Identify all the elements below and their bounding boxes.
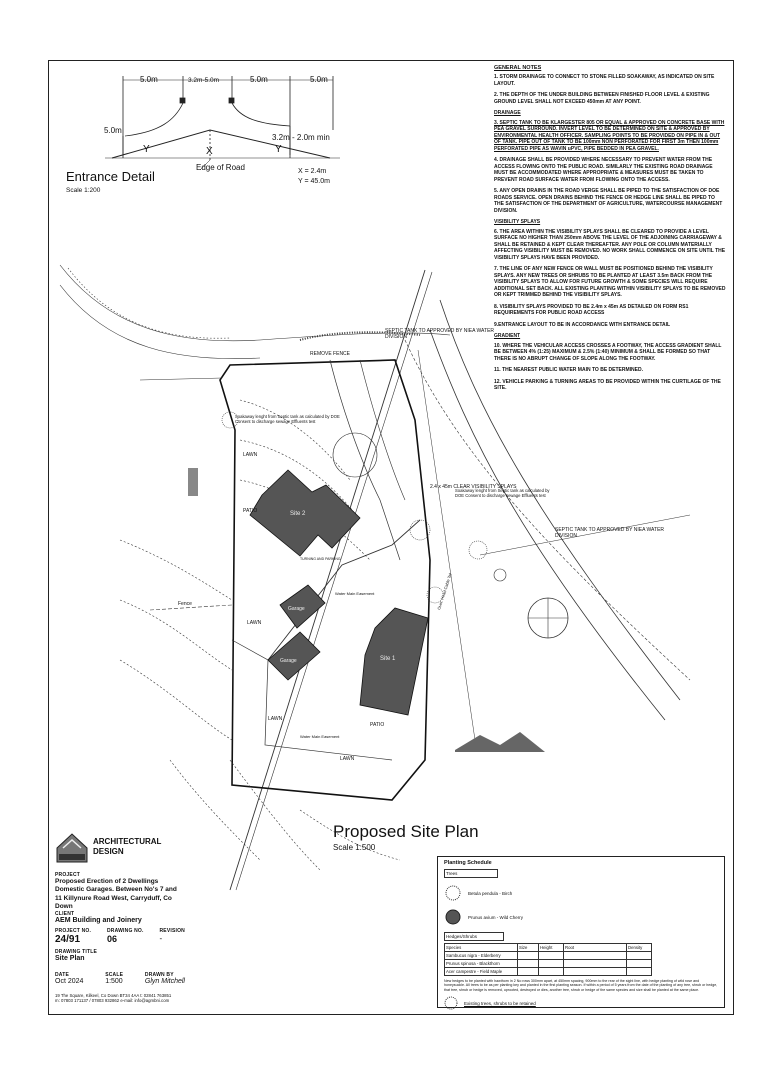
y-label: Y — [275, 144, 282, 155]
project-text: Proposed Erection of 2 Dwellings Domestic Garages. Between No's 7 and 11 Killynure Road West, Carryduff, Co Down — [55, 878, 177, 910]
table-cell: Prunus spinosa - Blackthorn — [445, 960, 518, 968]
garage-site-1 — [268, 632, 320, 680]
table-header: Density — [627, 944, 652, 952]
dim-label: 3.2m-5.0m — [188, 77, 220, 84]
company-name: ARCHITECTURAL — [93, 837, 162, 846]
trees-label: Trees — [444, 869, 498, 878]
project-label: PROJECT — [55, 872, 81, 878]
existing-trees-label: Existing trees, shrubs to be retained — [464, 1000, 536, 1006]
vis-splays-label: 2.4 x 45m CLEAR VISIBILITY SPLAYS — [430, 484, 517, 490]
entrance-detail-text — [66, 75, 330, 194]
site-plan-title: Proposed Site Plan — [333, 822, 479, 841]
edge-of-road-label: Edge of Road — [196, 163, 245, 172]
general-notes — [494, 65, 726, 397]
schedule-row: Prunus avium - Wild Cherry — [468, 914, 524, 920]
site-plan-labels — [178, 328, 665, 852]
note: 5. ANY OPEN DRAINS IN THE ROAD VERGE SHALL BE PIPED TO THE SATISFACTION OF DOE ROADS SERVICE. OPEN DRAINS BEHIND THE FENCE OR HEDGE LINE SHALL BE PIPED TO THE SATISFACTION OF THE DEPARTMENT OF AGRICULTURE, WATERCOURSE MANAGEMENT DIVISION. — [494, 188, 723, 214]
table-cell: Sambucus nigra - Elderberry — [445, 952, 518, 960]
schedule-row: Betula pendula - Birch — [468, 890, 513, 896]
site-label: Site 2 — [290, 511, 306, 517]
lawn-label: LAWN — [243, 452, 258, 458]
dim-label: 5.0m — [140, 75, 158, 84]
revision: - — [159, 934, 163, 943]
note: 2. THE DEPTH OF THE UNDER BUILDING BETWEEN FINISHED FLOOR LEVEL & EXISTING GROUND LEVEL SHALL NOT EXCEED 450mm AT ANY POINT. — [494, 92, 710, 105]
note: 4. DRAINAGE SHALL BE PROVIDED WHERE NECESSARY TO PREVENT WATER FROM THE ACCESS FLOWING ONTO THE PUBLIC ROAD. SIMILARLY THE EXISTING ROAD DRAINAGE MUST BE ACCOMMODATED WHERE APPROPRIATE & MEASURES MUST BE TAKEN TO PREVENT ROAD SURFACE WATER FROM FLOWING ONTO THE ACCESS. — [494, 157, 713, 183]
lawn-label: LAWN — [247, 620, 262, 626]
notes-subheading: VISIBILITY SPLAYS — [494, 219, 541, 226]
remove-fence-label: REMOVE FENCE — [310, 351, 351, 357]
project-no-label: PROJECT NO. — [55, 927, 92, 934]
watermain-label: Water Main Easement — [335, 591, 375, 596]
planting-schedule — [437, 856, 725, 1008]
entrance-detail — [105, 76, 340, 170]
notes-subheading: DRAINAGE — [494, 110, 521, 117]
site-plan-scale: Scale 1:500 — [333, 843, 376, 852]
entrance-detail-title: Entrance Detail — [66, 169, 155, 184]
date: Oct 2024 — [55, 977, 84, 985]
note: 11. THE NEAREST PUBLIC WATER MAIN TO BE DETERMINED. — [494, 367, 643, 374]
note: 10. WHERE THE VEHICULAR ACCESS CROSSES A FOOTWAY, THE ACCESS GRADIENT SHALL BE BETWEEN 4% (1:25) MAXIMUM & 2.5% (1:40) MINIMUM & SHALL BE FORMED SO THAT THERE IS NO ABRUPT CHANGE OF SLOPE ALONG THE FOOTWAY. — [494, 342, 722, 362]
soakaway-label: Soakaway lenght from Septic tank as calculated by DOE Consent to discharge sewage Effluents test — [235, 414, 340, 425]
note: 9.ENTRANCE LAYOUT TO BE IN ACCORDANCE WITH ENTRANCE DETAIL — [494, 321, 671, 328]
drawn-by: Glyn Mitchell — [144, 977, 185, 985]
tree-symbol-icon — [444, 884, 462, 902]
company-name: DESIGN — [93, 847, 124, 856]
existing-tree-icon — [444, 996, 458, 1010]
hedges-label: Hedges/Shrubs — [444, 932, 504, 941]
patio-label: PATIO — [370, 722, 385, 728]
y-label: Y — [143, 144, 150, 155]
overhead-cable-label: Over. Head Cable Tel — [436, 572, 453, 611]
note: 8. VISIBILITY SPLAYS PROVIDED TO BE 2.4m x 45m AS DETAILED ON FORM RS1 REQUIREMENTS FOR PUBLIC ROAD ACCESS — [494, 303, 689, 317]
note: 7. THE LINE OF ANY NEW FENCE OR WALL MUST BE POSITIONED BEHIND THE VISIBILITY SPLAYS. ANY NEW TREES OR SHRUBS TO BE PLANTED AT LEAST 3.5m BACK FROM THE VISIBILITY SPLAYS TO ALLOW FOR FUTURE GROWTH & SOME SPECIES WILL REQUIRE ADDITIONAL SET BACK. ALL EXISTING PLANTING WITHIN VISIBILITY SPLAYS TO BE REMOVED OR KEPT TRIMMED BEHIND THE VISIBILITY SPLAYS. — [494, 266, 726, 299]
garage-label: Garage — [280, 658, 297, 664]
notes-heading: GENERAL NOTES — [494, 65, 542, 71]
hedge-table — [444, 943, 652, 976]
scale: 1:500 — [105, 977, 123, 985]
notes-subheading: GRADIENT — [494, 333, 521, 340]
schedule-title: Planting Schedule — [444, 860, 492, 866]
table-header: Species — [445, 944, 518, 952]
dim-label: 5.0m — [250, 75, 268, 84]
side-dim-label: 5.0m — [104, 126, 122, 135]
client-label: CLIENT — [55, 910, 75, 917]
septic-label: SEPTIC TANK TO APPROVED BY NIEA WATER DIVISION — [555, 527, 665, 539]
drawing-title: Site Plan — [55, 954, 85, 962]
scale-label: SCALE — [105, 971, 124, 978]
drawn-label: DRAWN BY — [144, 971, 174, 978]
lawn-label: LAWN — [340, 756, 355, 762]
vis-dim-label: 3.2m - 2.0m min — [272, 133, 330, 142]
tree-symbol-icon — [444, 908, 462, 926]
x-label: X — [206, 146, 213, 157]
note: 12. VEHICLE PARKING & TURNING AREAS TO BE PROVIDED WITHIN THE CURTILAGE OF THE SITE. — [494, 378, 721, 392]
note: 6. THE AREA WITHIN THE VISIBILITY SPLAYS SHALL BE CLEARED TO PROVIDE A LEVEL SURFACE NO HIGHER THAN 250mm ABOVE THE LEVEL OF THE ADJOINING CARRIAGEWAY & SHALL BE RETAINED & KEPT CLEAR THEREAFTER. ANY POLE OR COLUMN MATERIALLY AFFECTING VISIBILITY MUST BE REMOVED. NO WORK SHALL COMMENCE ON SITE UNTIL THE VISIBILITY SPLAYS HAVE BEEN PROVIDED. — [494, 228, 726, 261]
turning-label: TURNING AND PARKING — [300, 557, 341, 561]
table-header: Root — [564, 944, 627, 952]
note: 1. STORM DRAINAGE TO CONNECT TO STONE FILLED SOAKAWAY, AS INDICATED ON SITE LAYOUT. — [494, 74, 715, 87]
client-text: AEM Building and Joinery — [55, 917, 142, 924]
site-label: Site 1 — [380, 656, 396, 662]
table-header: Height — [539, 944, 564, 952]
schedule-note: New hedges to be planted with hawthorn in 2 No rows 300mm apart, at 450mm spacing, 900mm to the rear of the sight line, with hedge planting of wild rose and honeysuckle. All trees to be as per planting key and planted in the first planting season. If within a period of 5 years from the date of the planting of any tree, shrub or hedge, that tree, shrub or hedge is removed, uprooted, destroyed or dies, another tree, shrub or hedge of the same species and size shall be planted at the same place. — [444, 979, 718, 992]
fence-label: Fence — [178, 601, 192, 607]
drawing-title-label: DRAWING TITLE — [55, 948, 98, 955]
address: 19 The Square, Kilkeel, Co Down BT34 4AA t: 02841 763851 — [55, 992, 172, 998]
watermain-label: Water Main Easement — [300, 734, 340, 739]
table-header: Size — [518, 944, 539, 952]
soakaway-label: Soakaway lenght from Septic tank as calculated by DOE Consent to discharge sewage Effluents test — [455, 488, 550, 499]
project-no: 24/91 — [55, 934, 81, 945]
drawing-no-label: DRAWING NO. — [106, 927, 144, 934]
patio-label: PATIO — [243, 508, 258, 514]
septic-label: SEPTIC TANK TO APPROVED BY NIEA WATER DIVISION — [385, 328, 495, 340]
date-label: DATE — [55, 971, 70, 978]
xy-value: X = 2.4m — [298, 168, 327, 175]
garage-label: Garage — [288, 606, 305, 612]
company-logo — [55, 830, 89, 864]
lawn-label: LAWN — [268, 716, 283, 722]
dim-label: 5.0m — [310, 75, 328, 84]
table-cell: Acer campestre - Field Maple — [445, 968, 518, 976]
revision-label: REVISION — [159, 927, 185, 934]
contact: m: 07803 171137 / 07803 932862 e-mail: info@agmbni.com — [55, 997, 170, 1003]
note: 3. SEPTIC TANK TO BE KLARGESTER 805 OR EQUAL & APPROVED ON CONCRETE BASE WITH PEA GRAVEL SURROUND. INVERT LEVEL TO BE DETERMINED ON SITE & APPROVED BY ENVIRONMENTAL HEALTH OFFICER. SAMPLING POINTS TO BE PROVIDED ON PIPE IN & OUT OF TANK. PIPE OUT OF TANK TO BE 100mm NON PERFORATED FOR FIRST 3m THEN 100mm PERFORATED PIPE AS WAVIN uPVC, PIPE BEDDED IN PEA GRAVEL. — [494, 119, 725, 152]
title-block — [55, 830, 185, 1003]
xy-value: Y = 45.0m — [298, 178, 330, 185]
entrance-detail-scale: Scale 1:200 — [66, 187, 101, 194]
drawing-no: 06 — [106, 934, 117, 944]
